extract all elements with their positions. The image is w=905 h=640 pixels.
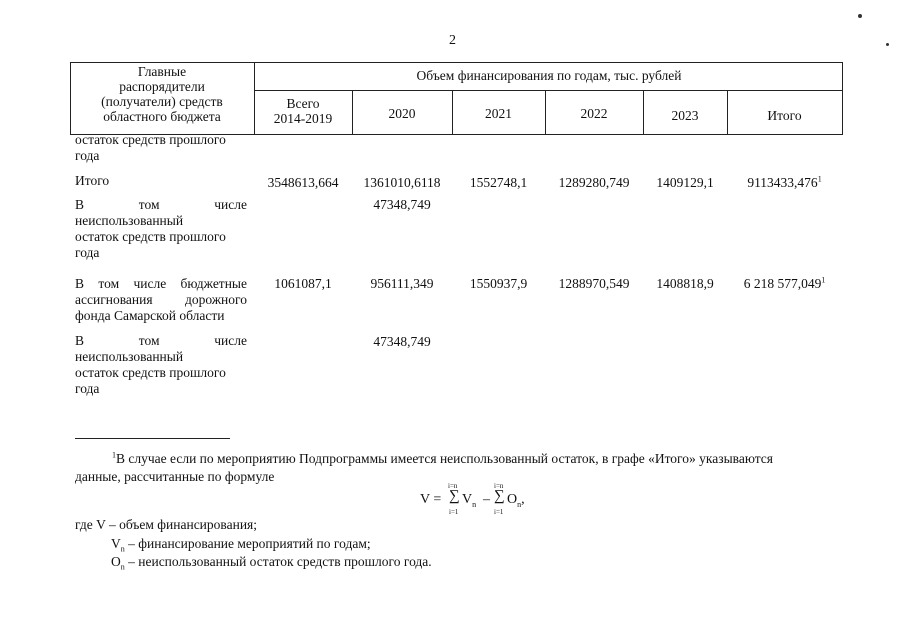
formula-def-on: $O_n$ – неиспользованный остаток средств прошлого года. xyxy=(111,554,432,572)
sum-icon: ∑ xyxy=(449,488,460,504)
sum-bottom: i=1 xyxy=(494,508,504,516)
formula: V = i=n ∑ i=1 $V_n$ – i=n ∑ i=1 $O_n$, xyxy=(420,482,525,516)
header-2021: 2021 xyxy=(485,106,512,121)
footnote-text: $^1$В случае если по мероприятию Подпрограммы имеется неиспользованный остаток, в графе «Итого» указываются данные, рассчитанные по формуле xyxy=(75,450,773,484)
header-2022: 2022 xyxy=(580,106,608,121)
scan-dot xyxy=(886,43,889,46)
value-road-fund-2014-2019: 1061087,1 xyxy=(274,276,332,291)
value-total-2022: 1289280,749 xyxy=(558,175,630,190)
sum-icon: ∑ xyxy=(494,488,505,504)
sum-top: i=n xyxy=(494,482,504,490)
value-road-fund-2022: 1288970,549 xyxy=(558,276,630,291)
sum-bottom: i=1 xyxy=(449,508,459,516)
table-row-label: Итого xyxy=(75,173,110,188)
value-unused-2020: 47348,749 xyxy=(373,334,431,349)
value-total-2020: 1361010,6118 xyxy=(363,175,441,190)
footnote-separator xyxy=(75,438,230,439)
table-row-label: В том числе бюджетные ассигнования дорожного фонда Самарской области xyxy=(75,276,247,323)
header-total-2014-2019: Всего 2014-2019 xyxy=(273,96,333,126)
page-number: 2 xyxy=(449,33,456,48)
header-distributors: Главные распорядители (получатели) средств областного бюджета xyxy=(101,64,223,124)
value-total-2021: 1552748,1 xyxy=(469,175,528,190)
value-road-fund-2023: 1408818,9 xyxy=(656,276,714,291)
value-unused-2020: 47348,749 xyxy=(373,197,431,212)
scan-dot xyxy=(858,14,862,18)
sum-top: i=n xyxy=(448,482,458,490)
header-2020: 2020 xyxy=(388,106,416,121)
formula-lhs: V = xyxy=(420,492,442,507)
header-itogo: Итого xyxy=(767,108,802,123)
header-2023: 2023 xyxy=(671,108,699,123)
value-total-itogo: 9113433,476$^1$ xyxy=(747,174,822,190)
value-road-fund-2021: 1550937,9 xyxy=(469,276,528,291)
value-road-fund-2020: 956111,349 xyxy=(370,276,434,291)
value-road-fund-itogo: 6 218 577,049$^1$ xyxy=(743,275,826,291)
formula-def-vn: $V_n$ – финансирование мероприятий по годам; xyxy=(111,536,371,554)
table-row-label: В том числе неиспользованный остаток средств прошлого года xyxy=(75,333,247,396)
value-total-2023: 1409129,1 xyxy=(656,175,714,190)
header-financing-group: Объем финансирования по годам, тыс. рублей xyxy=(416,68,682,83)
table-row-label: В том числе неиспользованный остаток средств прошлого года xyxy=(75,197,247,260)
formula-where: где V – объем финансирования; xyxy=(75,517,258,532)
value-total-2014-2019: 3548613,664 xyxy=(267,175,339,190)
table-row-label: остаток средств прошлого года xyxy=(75,132,226,163)
